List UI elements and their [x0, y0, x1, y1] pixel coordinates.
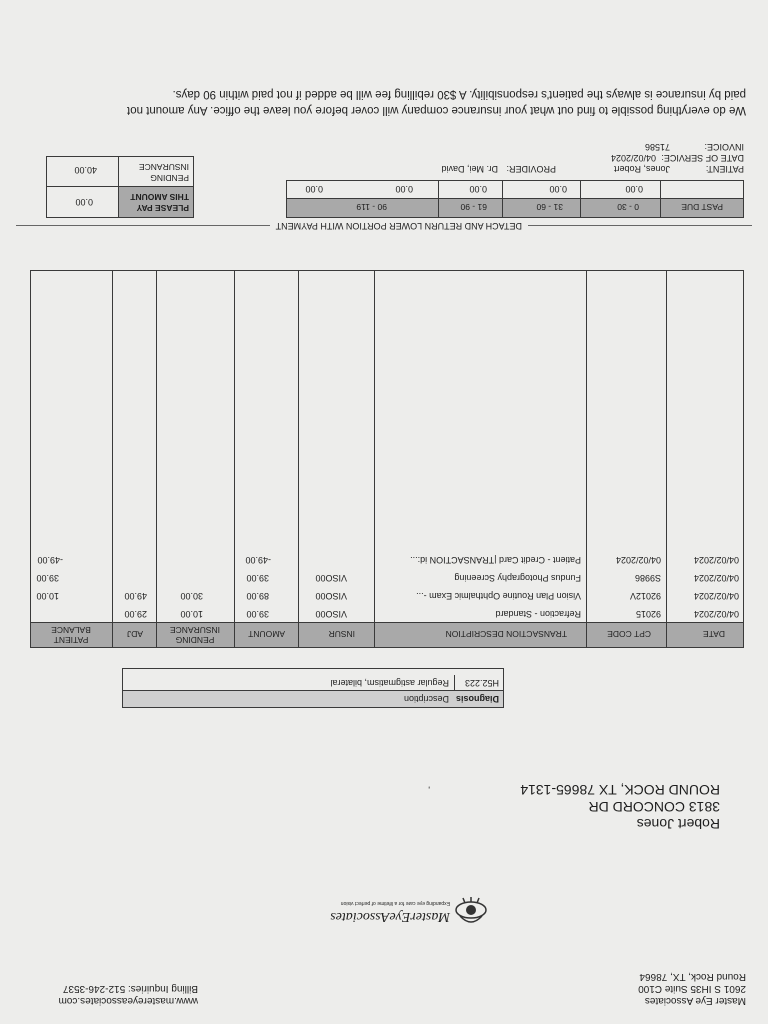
diagnosis-table [122, 668, 504, 708]
provider-value: Dr. Mei, David [441, 164, 498, 174]
logo-text: MasterEyeAssociates [330, 909, 450, 924]
practice-address [638, 970, 746, 1006]
patient-info [364, 126, 744, 174]
row-pending: 10.00 [180, 609, 203, 619]
aging-table [286, 180, 744, 218]
practice-name: Master Eye Associates [644, 995, 746, 1006]
please-pay-label-cell [119, 187, 193, 217]
practice-contact [59, 982, 199, 1006]
pending-insurance-label: PENDING INSURANCE [138, 162, 189, 183]
please-pay-label: PLEASE PAY THIS AMOUNT [130, 192, 189, 213]
eye-logo-icon [454, 896, 488, 926]
row-balance: -49.00 [37, 555, 63, 565]
aging-col-61-90: 61 - 90 [460, 202, 487, 212]
provider-label: PROVIDER: [506, 164, 556, 174]
aging-61-90-value: 0.00 [395, 184, 413, 194]
col-desc: TRANSACTION DESCRIPTION [445, 629, 567, 639]
practice-logo [308, 896, 488, 926]
row-amount: 39.00 [246, 609, 269, 619]
recipient-street: 3813 CONCORD DR [588, 799, 720, 815]
row-insur: VISO00 [315, 609, 347, 619]
date-of-service-label: DATE OF SERVICE: [661, 153, 744, 163]
please-pay-value: 0.00 [75, 197, 93, 207]
col-amount: AMOUNT [248, 629, 285, 639]
recipient-city: ROUND ROCK, TX 78665-1314 [520, 782, 720, 798]
row-date: 04/02/2024 [693, 591, 739, 601]
detach-text: DETACH AND RETURN LOWER PORTION WITH PAYMENT [270, 221, 528, 231]
col-adj: ADJ [126, 629, 143, 639]
col-cpt: CPT CODE [607, 629, 651, 639]
row-amount: 89.00 [246, 591, 269, 601]
row-insur: VISO00 [315, 573, 347, 583]
row-amount: -49.00 [245, 555, 271, 565]
invoice-label: INVOICE: [704, 142, 744, 152]
notice-line-1: We do everything possible to find out what your insurance company will cover before you leave the office. Any amount not [126, 104, 746, 116]
aging-31-60-value: 0.00 [469, 184, 487, 194]
row-desc: Refraction - Standard [495, 609, 581, 619]
col-insur: INSUR [328, 629, 355, 639]
pending-insurance-value: 40.00 [74, 165, 97, 175]
row-desc: Vision Plan Routine Ophthalmic Exam -... [416, 591, 581, 601]
date-of-service-value: 04/02/2024 [610, 153, 656, 163]
row-adj: 49.00 [124, 591, 147, 601]
website: www.mastereyeassociates.com [58, 995, 198, 1006]
practice-address-line1: 2601 S IH35 Suite C100 [638, 983, 746, 994]
row-pending: 30.00 [180, 591, 203, 601]
practice-address-line2: Round Rock, TX, 78664 [639, 971, 746, 982]
row-balance: 10.00 [36, 591, 59, 601]
diagnosis-header-desc: Description [403, 694, 449, 704]
patient-value: Jones, Robert [613, 164, 670, 174]
billing-inquiries: Billing Inquiries: 512-246-3537 [62, 983, 198, 994]
row-balance: 39.00 [36, 573, 59, 583]
logo-tagline: Expanding eye care for a lifetime of perfect vision [340, 900, 450, 906]
transactions-table [30, 270, 744, 648]
stray-mark: ' [428, 780, 430, 790]
recipient-address [520, 781, 720, 832]
diagnosis-header [123, 690, 503, 707]
row-adj: 29.00 [124, 609, 147, 619]
aging-col-past-due: PAST DUE [681, 202, 723, 212]
recipient-name: Robert Jones [636, 816, 720, 832]
aging-col-31-60: 31 - 60 [536, 202, 563, 212]
row-date: 04/02/2024 [693, 573, 739, 583]
payment-notice [56, 86, 746, 118]
col-date: DATE [702, 629, 725, 639]
col-pending: PENDING INSURANCE [169, 625, 221, 645]
aging-90-119-value: 0.00 [305, 184, 323, 194]
payment-summary [46, 156, 194, 218]
diagnosis-description: Regular astigmatism, bilateral [330, 678, 449, 688]
notice-line-2: paid by insurance is always the patient's responsibility. A $30 rebilling fee will be added if not paid within 90 days. [172, 88, 746, 100]
invoice-value: 71586 [644, 142, 670, 152]
diagnosis-code: H52.223 [464, 678, 499, 688]
row-cpt: 04/02/2024 [615, 555, 661, 565]
row-cpt: S9986 [634, 573, 661, 583]
row-date: 04/02/2024 [693, 555, 739, 565]
patient-label: PATIENT: [705, 164, 744, 174]
row-desc: Patient - Credit Card |TRANSACTION id:... [410, 555, 581, 565]
row-insur: VISO00 [315, 591, 347, 601]
aging-0-30-value: 0.00 [549, 184, 567, 194]
row-cpt: 92012V [629, 591, 661, 601]
aging-col-90-119: 90 - 119 [356, 202, 387, 212]
row-cpt: 92015 [635, 609, 661, 619]
detach-line-left [530, 225, 752, 226]
row-date: 04/02/2024 [693, 609, 739, 619]
aging-past-due-value: 0.00 [625, 184, 643, 194]
col-balance: PATIENT BALANCE [51, 625, 91, 645]
diagnosis-header-code: Diagnosis [455, 694, 499, 704]
row-desc: Fundus Photography Screening [454, 573, 581, 583]
aging-col-0-30: 0 - 30 [617, 202, 639, 212]
row-amount: 39.00 [246, 573, 269, 583]
